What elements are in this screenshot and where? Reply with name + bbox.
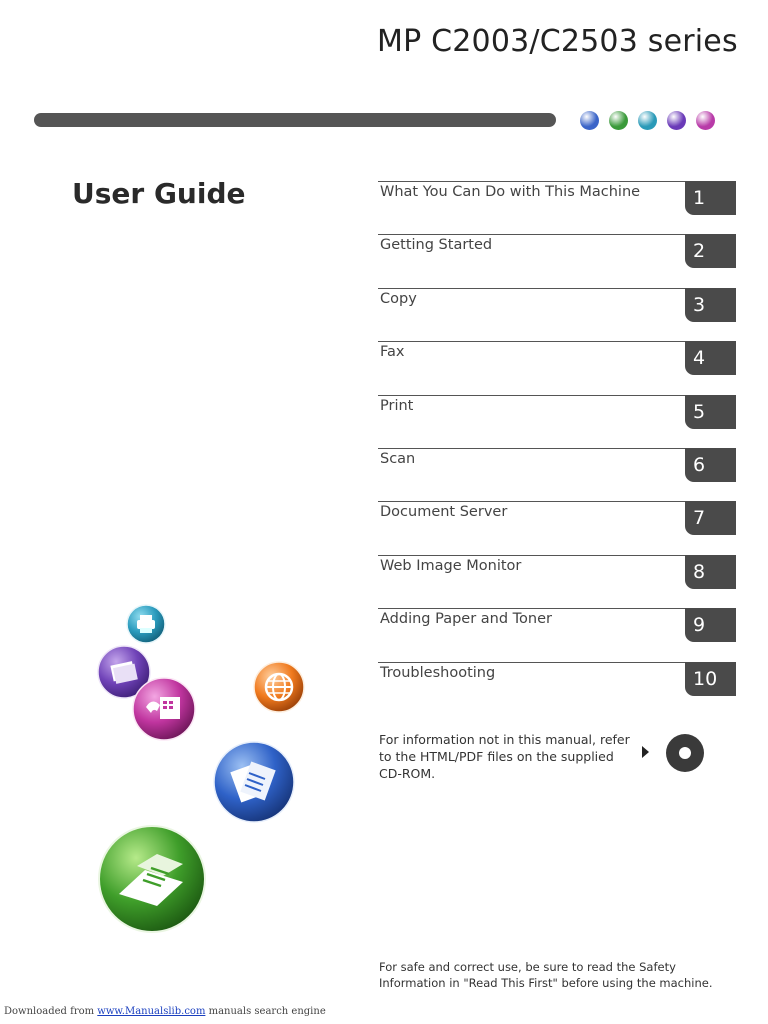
toc-divider — [378, 181, 736, 182]
header-bar — [34, 113, 556, 127]
toc-divider — [378, 341, 736, 342]
chapter-tab: 2 — [685, 234, 736, 268]
toc-item-fax[interactable] — [378, 341, 736, 377]
toc-item-scan[interactable] — [378, 448, 736, 484]
toc-item-web-image-monitor[interactable] — [378, 555, 736, 591]
manualslib-link[interactable]: www.Manualslib.com — [97, 1006, 206, 1017]
toc-item-label: Scan — [380, 451, 416, 467]
toc-item-label: Troubleshooting — [380, 665, 496, 681]
teal-dot — [638, 111, 657, 130]
toc-item-label: Print — [380, 398, 414, 414]
toc-item-label: Document Server — [380, 504, 508, 520]
toc-divider — [378, 448, 736, 449]
chapter-tab: 10 — [685, 662, 736, 696]
toc-item-document-server[interactable] — [378, 501, 736, 537]
copy-icon — [213, 741, 295, 823]
safety-note: For safe and correct use, be sure to read the Safety Information in "Read This First" before using the machine. — [379, 960, 713, 990]
scanner-icon — [97, 824, 207, 934]
cd-rom-icon — [666, 734, 704, 772]
arrow-right-icon — [642, 746, 649, 758]
toc-divider — [378, 288, 736, 289]
chapter-tab: 8 — [685, 555, 736, 589]
chapter-tab: 7 — [685, 501, 736, 535]
chapter-tab: 4 — [685, 341, 736, 375]
footer-prefix: Downloaded from — [4, 1006, 95, 1017]
toc-item-label: What You Can Do with This Machine — [380, 184, 641, 200]
toc-divider — [378, 395, 736, 396]
toc-divider — [378, 608, 736, 609]
green-dot — [609, 111, 628, 130]
chapter-tab: 6 — [685, 448, 736, 482]
page-title: User Guide — [72, 177, 246, 210]
chapter-tab: 1 — [685, 181, 736, 215]
fax-icon — [132, 677, 196, 741]
chapter-tab: 5 — [685, 395, 736, 429]
blue-dot — [580, 111, 599, 130]
toc-item-label: Adding Paper and Toner — [380, 611, 553, 627]
series-title: MP C2003/C2503 series — [377, 24, 738, 59]
printer-icon — [126, 604, 166, 644]
toc-divider — [378, 234, 736, 235]
footer — [4, 1006, 326, 1017]
toc-divider — [378, 501, 736, 502]
toc-item-what-you-can-do[interactable] — [378, 181, 736, 217]
toc-item-label: Fax — [380, 344, 405, 360]
toc-divider — [378, 555, 736, 556]
purple-dot — [667, 111, 686, 130]
chapter-tab: 9 — [685, 608, 736, 642]
toc-item-label: Web Image Monitor — [380, 558, 522, 574]
globe-icon — [253, 661, 305, 713]
toc-item-troubleshooting[interactable] — [378, 662, 736, 698]
toc-item-label: Getting Started — [380, 237, 493, 253]
toc-item-label: Copy — [380, 291, 417, 307]
toc-item-adding-paper-toner[interactable] — [378, 608, 736, 644]
toc-divider — [378, 662, 736, 663]
magenta-dot — [696, 111, 715, 130]
toc-item-getting-started[interactable] — [378, 234, 736, 270]
cd-rom-note: For information not in this manual, refer to the HTML/PDF files on the supplied CD-ROM. — [379, 732, 630, 781]
toc-item-copy[interactable] — [378, 288, 736, 324]
chapter-tab: 3 — [685, 288, 736, 322]
toc-item-print[interactable] — [378, 395, 736, 431]
footer-suffix: manuals search engine — [208, 1006, 326, 1017]
